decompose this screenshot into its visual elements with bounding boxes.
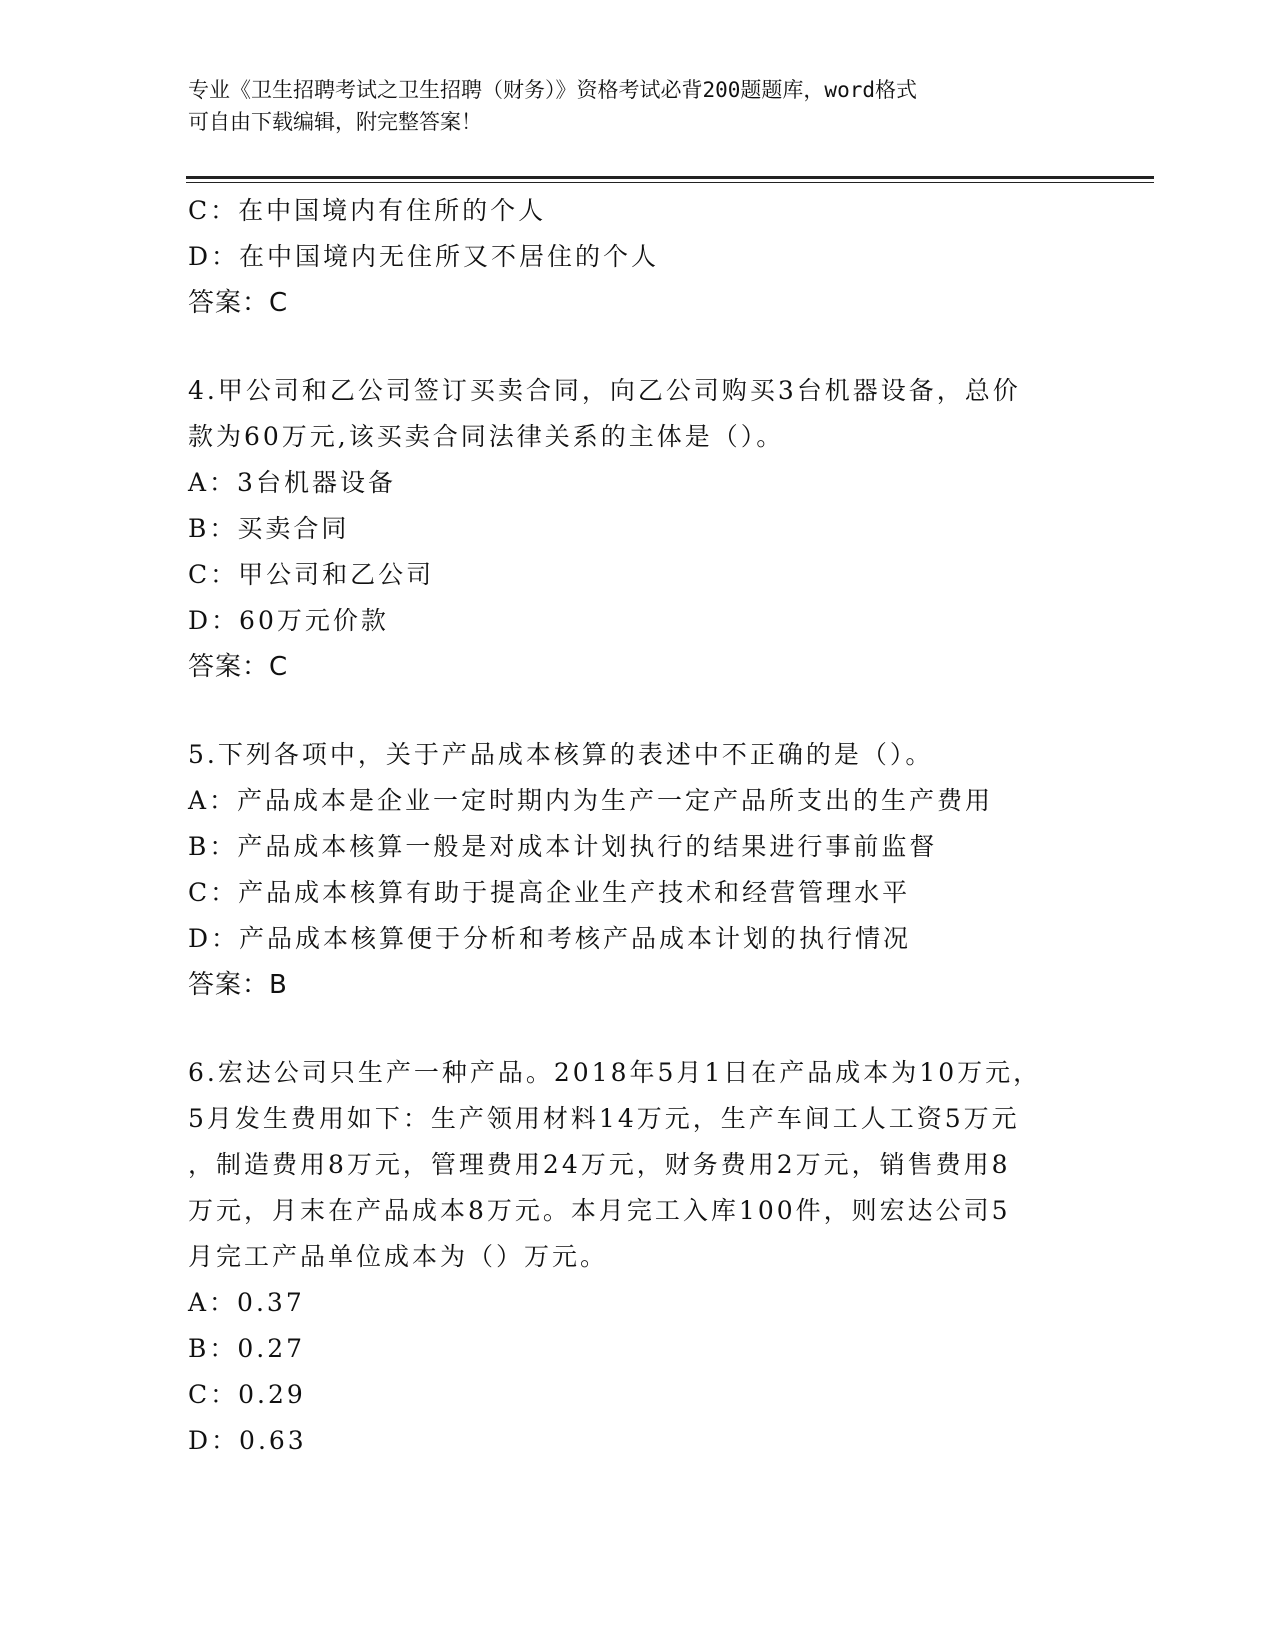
answer-line: 答案：C xyxy=(188,652,289,682)
option-c: C：0.29 xyxy=(188,1380,306,1409)
question-stem-line: 万元，月末在产品成本8万元。本月完工入库100件，则宏达公司5 xyxy=(188,1196,1011,1225)
option-c: C：在中国境内有住所的个人 xyxy=(188,196,547,225)
answer-line: 答案：C xyxy=(188,288,289,318)
question-3-continued xyxy=(188,188,1088,326)
option-d: D：60万元价款 xyxy=(188,606,389,635)
document-body xyxy=(188,188,1088,1464)
question-stem-line: 5.下列各项中，关于产品成本核算的表述中不正确的是（）。 xyxy=(188,740,934,769)
option-b: B：产品成本核算一般是对成本计划执行的结果进行事前监督 xyxy=(188,832,938,861)
option-a: A：0.37 xyxy=(188,1288,305,1317)
option-d: D：产品成本核算便于分析和考核产品成本计划的执行情况 xyxy=(188,924,912,953)
question-6 xyxy=(188,1050,1088,1464)
option-b: B：买卖合同 xyxy=(188,514,350,543)
answer-line: 答案：B xyxy=(188,970,288,1000)
option-d: D：0.63 xyxy=(188,1426,307,1455)
document-header xyxy=(188,74,1068,138)
header-divider-thin xyxy=(186,182,1154,183)
option-a: A：产品成本是企业一定时期内为生产一定产品所支出的生产费用 xyxy=(188,786,994,815)
header-line: 可自由下载编辑，附完整答案！ xyxy=(188,110,482,134)
option-c: C：甲公司和乙公司 xyxy=(188,560,435,589)
header-divider-thick xyxy=(186,176,1154,179)
question-stem-line: ，制造费用8万元，管理费用24万元，财务费用2万元，销售费用8 xyxy=(188,1150,1011,1179)
question-stem-line: 5月发生费用如下：生产领用材料14万元，生产车间工人工资5万元 xyxy=(188,1104,1020,1133)
question-4 xyxy=(188,368,1088,690)
question-stem-line: 6.宏达公司只生产一种产品。2018年5月1日在产品成本为10万元， xyxy=(188,1058,1042,1087)
question-5 xyxy=(188,732,1088,1008)
question-stem-line: 4.甲公司和乙公司签订买卖合同，向乙公司购买3台机器设备，总价 xyxy=(188,376,1021,405)
option-c: C：产品成本核算有助于提高企业生产技术和经营管理水平 xyxy=(188,878,911,907)
question-stem-line: 月完工产品单位成本为（）万元。 xyxy=(188,1242,609,1271)
option-b: B：0.27 xyxy=(188,1334,306,1363)
option-a: A：3台机器设备 xyxy=(188,468,396,497)
header-line: 专业《卫生招聘考试之卫生招聘（财务）》资格考试必背200题题库，word格式 xyxy=(188,78,917,102)
question-stem-line: 款为60万元,该买卖合同法律关系的主体是（）。 xyxy=(188,422,785,451)
option-d: D：在中国境内无住所又不居住的个人 xyxy=(188,242,660,271)
